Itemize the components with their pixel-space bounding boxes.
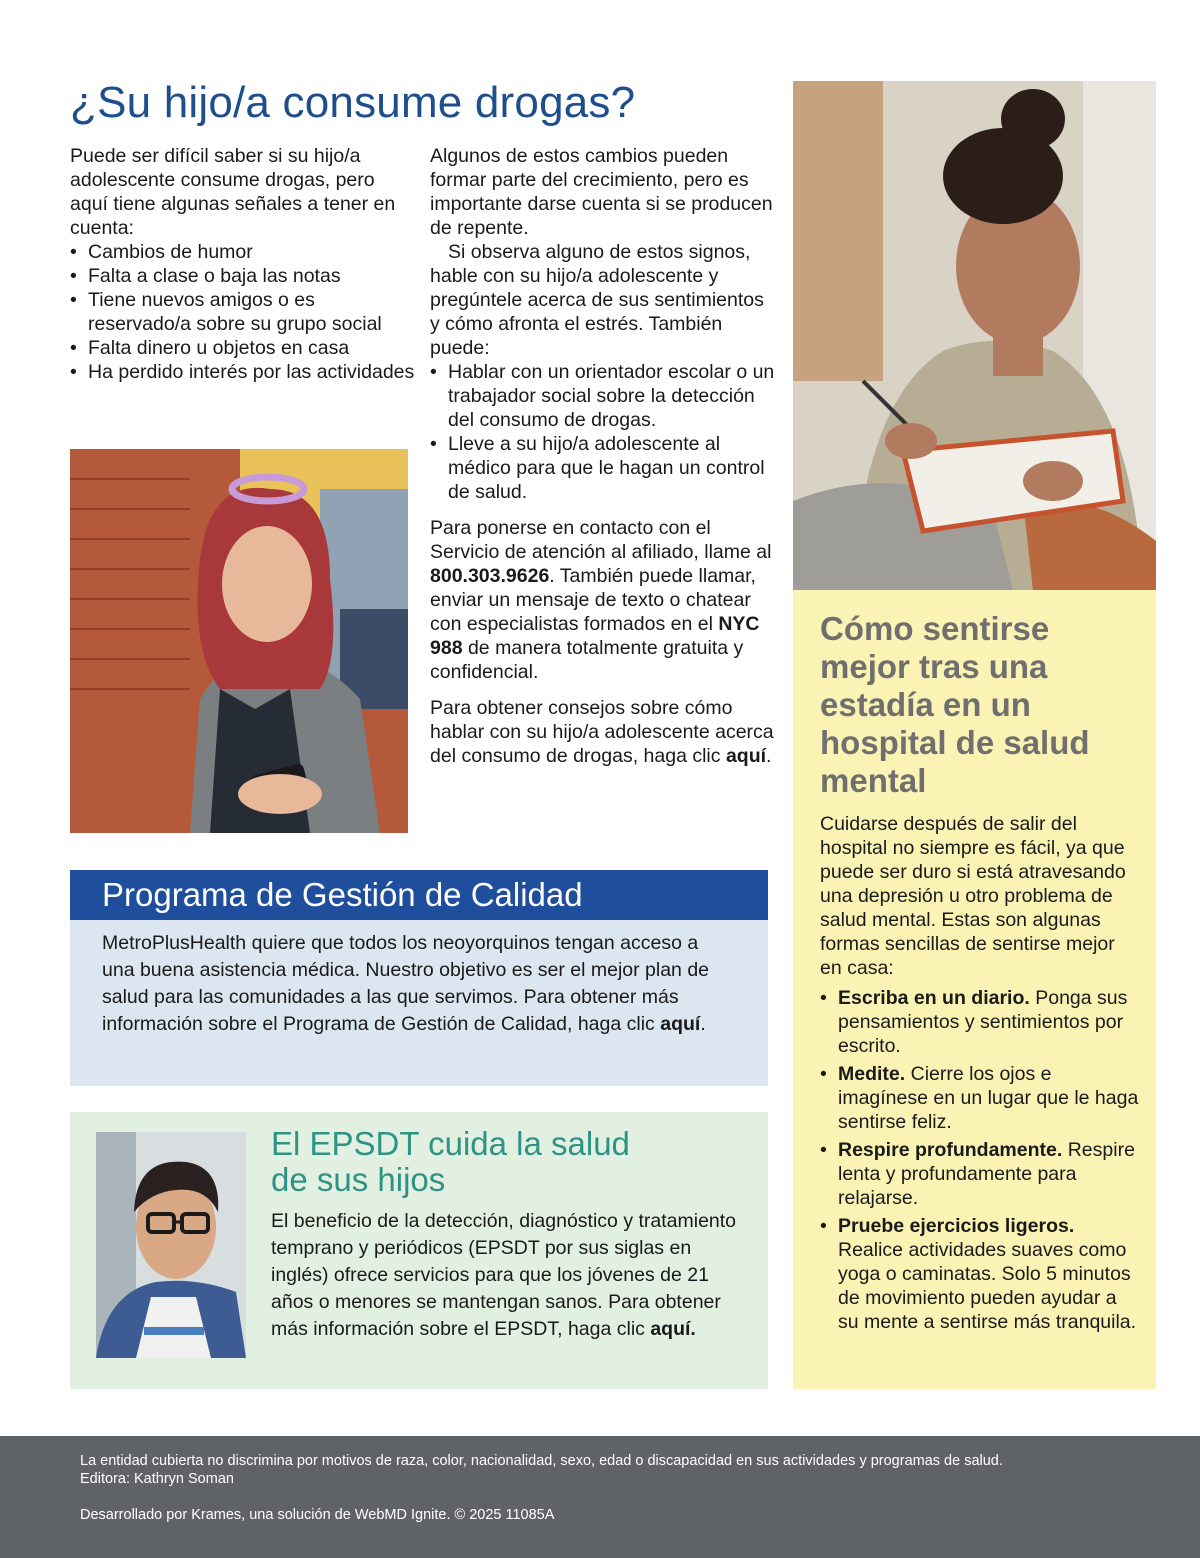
member-services-phone[interactable]: 800.303.9626: [430, 565, 550, 587]
mental-health-body: [820, 812, 1140, 1338]
quality-link[interactable]: aquí: [660, 1013, 701, 1035]
mental-health-panel: [793, 590, 1156, 1389]
list-item: • Medite. Cierre los ojos e imagínese en un lugar que le haga sentirse feliz.: [820, 1062, 1140, 1134]
drugs-intro: Puede ser difícil saber si su hijo/a adolescente consume drogas, pero aquí tiene algunas señales a tener en cuenta:: [70, 145, 396, 239]
list-item: • Hablar con un orientador escolar o un trabajador social sobre la detección del consumo de drogas.: [430, 360, 775, 432]
signs-list: [70, 240, 415, 384]
boy-with-glasses-photo: [96, 1132, 246, 1358]
mental-health-intro: Cuidarse después de salir del hospital no siempre es fácil, ya que puede ser duro si está atravesando una depresión u otro problema de salud mental. Estas son algunas formas sencillas de sentirse mejor en casa:: [820, 813, 1126, 979]
page-footer: [0, 1436, 1200, 1558]
list-item: • Falta a clase o baja las notas: [70, 264, 415, 288]
signs-followup: Si observa alguno de estos signos, hable con su hijo/a adolescente y pregúntele acerca de sus sentimientos y cómo afronta el estrés. También puede:: [430, 241, 764, 359]
list-item: • Escriba en un diario. Ponga sus pensamientos y sentimientos por escrito.: [820, 986, 1140, 1058]
list-item: • Respire profundamente. Respire lenta y profundamente para relajarse.: [820, 1138, 1140, 1210]
list-item: • Tiene nuevos amigos o es reservado/a sobre su grupo social: [70, 288, 415, 336]
changes-text: Algunos de estos cambios pueden formar parte del crecimiento, pero es importante darse cuenta si se producen de repente.: [430, 145, 773, 239]
list-item: • Pruebe ejercicios ligeros. Realice actividades suaves como yoga o caminatas. Solo 5 minutos de movimiento pueden ayudar a su mente a sentirse más tranquila.: [820, 1214, 1140, 1334]
quality-program-box: [70, 870, 768, 1086]
list-item: • Falta dinero u objetos en casa: [70, 336, 415, 360]
contact-paragraph: Para ponerse en contacto con el Servicio de atención al afiliado, llame al 800.303.9626. También puede llamar, enviar un mensaje de texto o chatear con especialistas formados en el NYC 988 de manera totalmente gratuita y confidencial.: [430, 517, 772, 683]
quality-program-text: MetroPlusHealth quiere que todos los neoyorquinos tengan acceso a una buena asistencia médica. Nuestro objetivo es ser el mejor plan de salud para las comunidades a las que servimos. Para obtener más información sobre el Programa de Gestión de Calidad, haga clic aquí.: [102, 932, 710, 1035]
mental-health-title: Cómo sentirse mejor tras una estadía en un hospital de salud mental: [820, 610, 1090, 799]
list-item: • Ha perdido interés por las actividades: [70, 360, 415, 384]
developer-credit: Desarrollado por Krames, una solución de WebMD Ignite. © 2025 11085A: [80, 1507, 555, 1523]
editor-credit: Editora: Kathryn Soman: [80, 1471, 234, 1487]
self-care-list: [820, 986, 1140, 1334]
drugs-intro-column: [70, 144, 415, 384]
epsdt-box: [70, 1112, 768, 1389]
drugs-advice-column: [430, 144, 775, 768]
nondiscrimination-notice: La entidad cubierta no discrimina por motivos de raza, color, nacionalidad, sexo, edad o discapacidad en sus actividades y programas de salud.: [80, 1453, 1003, 1469]
epsdt-title: El EPSDT cuida la salud de sus hijos: [271, 1125, 630, 1198]
nyc-988-label: NYC 988: [430, 613, 760, 659]
list-item: • Lleve a su hijo/a adolescente al médico para que le hagan un control de salud.: [430, 432, 775, 504]
epsdt-text: El beneficio de la detección, diagnóstico y tratamiento temprano y periódicos (EPSDT por sus siglas en inglés) ofrece servicios para que los jóvenes de 21 años o menores se mantengan sanos. Para obtener más información sobre el EPSDT, haga clic aquí.: [271, 1210, 737, 1340]
teen-girl-photo: [70, 449, 408, 833]
epsdt-link[interactable]: aquí.: [650, 1318, 696, 1340]
actions-list: [430, 360, 775, 504]
tips-link[interactable]: aquí: [725, 745, 767, 767]
article-title: ¿Su hijo/a consume drogas?: [70, 78, 636, 127]
quality-program-title: Programa de Gestión de Calidad: [70, 870, 768, 920]
tips-paragraph: Para obtener consejos sobre cómo hablar con su hijo/a adolescente acerca del consumo de drogas, haga clic aquí.: [430, 697, 774, 767]
woman-journaling-photo: [793, 81, 1156, 590]
list-item: • Cambios de humor: [70, 240, 415, 264]
